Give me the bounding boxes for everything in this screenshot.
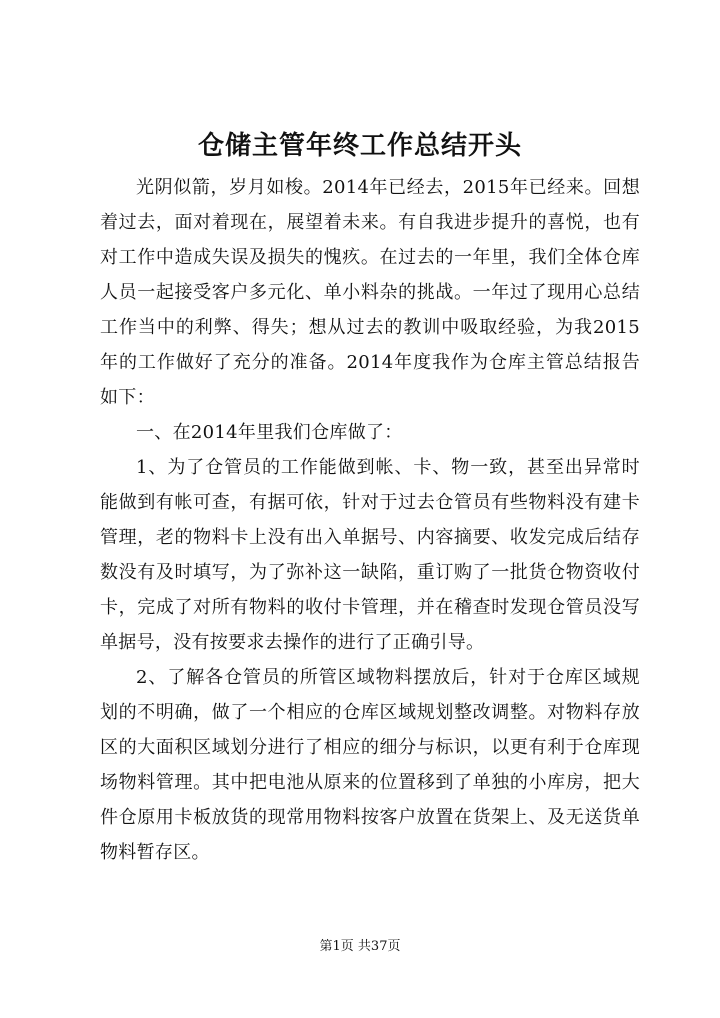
page-number: 第1页 共37页 xyxy=(319,939,401,954)
item-1-paragraph: 1、为了仓管员的工作能做到帐、卡、物一致，甚至出异常时能做到有帐可查，有据可依，针对于过去仓管员有些物料没有建卡管理，老的物料卡上没有出入单据号、内容摘要、收发完成后结存数没有及时填写，为了弥补这一缺陷，重订购了一批货仓物资收付卡，完成了对所有物料的收付卡管理，并在稽查时发现仓管员没写单据号，没有按要求去操作的进行了正确引导。 xyxy=(100,457,640,653)
document-body xyxy=(100,170,640,870)
page-footer xyxy=(0,938,720,956)
section-heading: 一、在2014年里我们仓库做了： xyxy=(136,422,403,443)
document-title: 仓储主管年终工作总结开头 xyxy=(197,131,522,161)
item-2-paragraph: 2、了解各仓管员的所管区域物料摆放后，针对于仓库区域规划的不明确，做了一个相应的仓库区域规划整改调整。对物料存放区的大面积区域划分进行了相应的细分与标识，以更有利于仓库现场物料管理。其中把电池从原来的位置移到了单独的小库房，把大件仓原用卡板放货的现常用物料按客户放置在货架上、及无送货单物料暂存区。 xyxy=(100,667,640,863)
intro-paragraph: 光阴似箭，岁月如梭。2014年已经去，2015年已经来。回想着过去，面对着现在，展望着未来。有自我进步提升的喜悦，也有对工作中造成失误及损失的愧疚。在过去的一年里，我们全体仓库人员一起接受客户多元化、单小料杂的挑战。一年过了现用心总结工作当中的利弊、得失；想从过去的教训中吸取经验，为我2015年的工作做好了充分的准备。2014年度我作为仓库主管总结报告如下： xyxy=(100,177,640,408)
